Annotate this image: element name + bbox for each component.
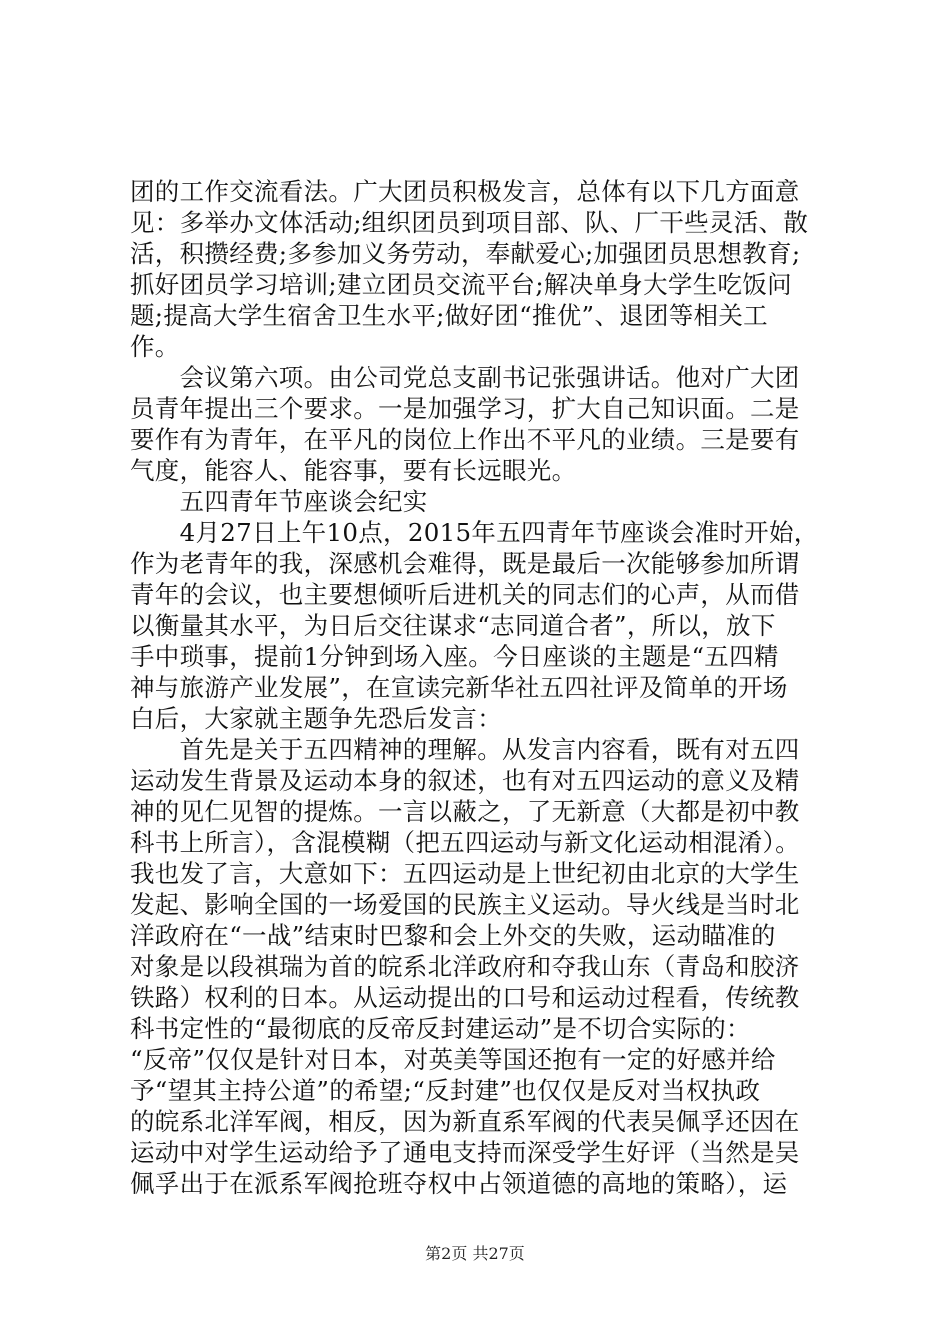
text-line: 运动发生背景及运动本身的叙述，也有对五四运动的意义及精	[130, 766, 800, 795]
text-line: 首先是关于五四精神的理解。从发言内容看，既有对五四	[130, 735, 800, 764]
text-line: 4月27日上午10点，2015年五四青年节座谈会准时开始，	[130, 518, 819, 547]
text-line: 我也发了言，大意如下：五四运动是上世纪初由北京的大学生	[130, 859, 800, 888]
text-line: 运动中对学生运动给予了通电支持而深受学生好评（当然是吴	[130, 1138, 800, 1167]
text-line: 对象是以段祺瑞为首的皖系北洋政府和夺我山东（青岛和胶济	[130, 952, 800, 981]
text-line: 佩孚出于在派系军阀抢班夺权中占领道德的高地的策略），运	[130, 1169, 788, 1198]
text-line: 抓好团员学习培训;建立团员交流平台;解决单身大学生吃饭问	[130, 270, 792, 299]
text-line: 见：多举办文体活动;组织团员到项目部、队、厂干些灵活、散	[130, 208, 809, 237]
text-line: 手中琐事，提前1分钟到场入座。今日座谈的主题是“五四精	[130, 642, 779, 671]
text-line: 神与旅游产业发展”，在宣读完新华社五四社评及简单的开场	[130, 673, 788, 702]
text-line: 以衡量其水平，为日后交往谋求“志同道合者”，所以，放下	[130, 611, 776, 640]
text-line: 予“望其主持公道”的希望;“反封建”也仅仅是反对当权执政	[130, 1076, 761, 1105]
text-line: 题;提高大学生宿舍卫生水平;做好团“推优”、退团等相关工	[130, 301, 768, 330]
text-line: 发起、影响全国的一场爱国的民族主义运动。导火线是当时北	[130, 890, 800, 919]
text-line: 科书定性的“最彻底的反帝反封建运动”是不切合实际的：	[130, 1014, 751, 1043]
text-line: 洋政府在“一战”结束时巴黎和会上外交的失败，运动瞄准的	[130, 921, 776, 950]
text-line: 会议第六项。由公司党总支副书记张强讲话。他对广大团	[130, 363, 800, 392]
text-line: 五四青年节座谈会纪实	[130, 487, 428, 516]
text-line: 员青年提出三个要求。一是加强学习，扩大自己知识面。二是	[130, 394, 800, 423]
text-line: 团的工作交流看法。广大团员积极发言，总体有以下几方面意	[130, 177, 800, 206]
text-line: 的皖系北洋军阀，相反，因为新直系军阀的代表吴佩孚还因在	[130, 1107, 800, 1136]
text-line: 铁路）权利的日本。从运动提出的口号和运动过程看，传统教	[130, 983, 800, 1012]
text-line: 气度，能容人、能容事，要有长远眼光。	[130, 456, 577, 485]
text-line: 神的见仁见智的提炼。一言以蔽之，了无新意（大都是初中教	[130, 797, 800, 826]
text-line: 活，积攒经费;多参加义务劳动，奉献爱心;加强团员思想教育;	[130, 239, 801, 268]
text-line: 要作有为青年，在平凡的岗位上作出不平凡的业绩。三是要有	[130, 425, 800, 454]
text-line: 青年的会议，也主要想倾听后进机关的同志们的心声，从而借	[130, 580, 800, 609]
page-footer: 第2页 共27页	[425, 1244, 525, 1263]
text-line: “反帝”仅仅是针对日本，对英美等国还抱有一定的好感并给	[130, 1045, 776, 1074]
body-text	[130, 176, 830, 1199]
text-line: 作。	[130, 332, 180, 361]
text-line: 科书上所言），含混模糊（把五四运动与新文化运动相混淆）。	[130, 828, 800, 857]
text-line: 作为老青年的我，深感机会难得，既是最后一次能够参加所谓	[130, 549, 800, 578]
text-line: 白后，大家就主题争先恐后发言：	[130, 704, 502, 733]
